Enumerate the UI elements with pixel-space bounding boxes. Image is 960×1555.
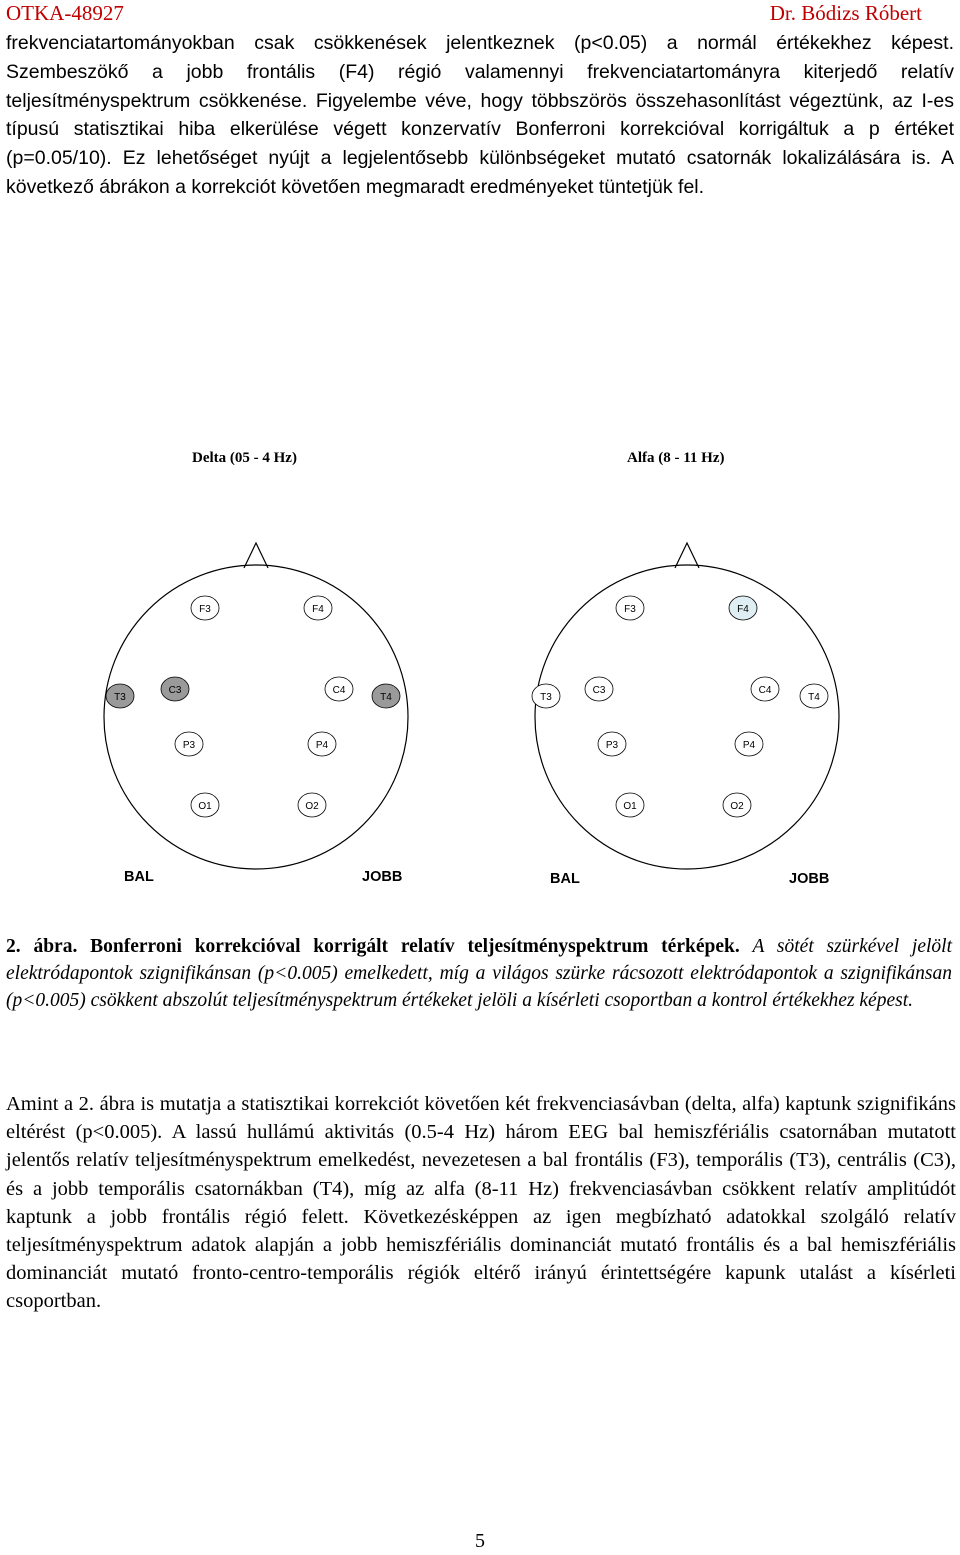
- electrode-o1: [191, 793, 219, 817]
- electrode-p4: [735, 732, 763, 756]
- electrode-label: F3: [199, 604, 211, 615]
- electrode-c3: [585, 677, 613, 701]
- electrode-label: O1: [198, 801, 212, 812]
- electrode-label: P3: [182, 740, 196, 751]
- electrode-label: O2: [305, 801, 319, 812]
- electrode-label: O2: [730, 801, 744, 812]
- electrode-f4: [729, 596, 757, 620]
- body-paragraph: Amint a 2. ábra is mutatja a statisztikai korrekciót követően két frekvenciasávban (delta, alfa) kaptunk szignifikáns eltérést (p<0.005). A lassú hullámú aktivitás (0.5-4 Hz) három EEG bal hemiszfériális csatornában mutatott jelentős relatív teljesítményspektrum emelkedést, nevezetesen a bal frontális (F3), temporális (T3), centrális (C3), és a jobb temporális csatornákban (T4), míg az alfa (8-11 Hz) frekvenciasávban csökkent relatív amplitúdót kaptunk a jobb frontális régió felett. Következésképpen az igen megbízható adatokkal szolgáló relatív teljesítményspektrum adatok alapján a jobb hemiszfériális dominanciát mutató frontális és a bal hemiszfériális dominanciát mutató fronto-centro-temporális régiók eltérő irányú érintettségére kapunk utalást a kísérleti csoportban.: [6, 1093, 956, 1313]
- electrode-label: C4: [332, 685, 346, 696]
- electrode-label: O1: [623, 801, 637, 812]
- eeg-maps-svg: [0, 430, 960, 900]
- electrode-label: P4: [742, 740, 756, 751]
- electrode-p4: [308, 732, 336, 756]
- electrode-t4: [800, 684, 828, 708]
- caption-text: A sötét szürkével jelölt elektródapontok szignifikánsan (p<0.005) emelkedett, míg a világos szürke rácsozott elektródapontok a szignifikánsan (p<0.005) csökkent abszolút teljesítményspektrum értékeket jelöli a kísérleti csoportban a kontrol értékekhez képest.: [6, 936, 953, 1011]
- electrode-label: P3: [605, 740, 619, 751]
- eeg-figure: [0, 430, 960, 900]
- electrode-label: T4: [380, 692, 392, 703]
- author-name: Dr. Bódizs Róbert: [769, 1, 922, 25]
- head-map-1: [532, 543, 839, 869]
- map-title-delta: Delta (05 - 4 Hz): [192, 450, 297, 466]
- project-code: OTKA-48927: [6, 1, 124, 25]
- electrode-o2: [298, 793, 326, 817]
- alfa-right-label: JOBB: [789, 871, 830, 887]
- head-map-0: [104, 543, 408, 869]
- electrode-c4: [751, 677, 779, 701]
- electrode-label: T3: [540, 692, 552, 703]
- electrode-o1: [616, 793, 644, 817]
- nose-shape: [244, 543, 268, 568]
- delta-left-label: BAL: [124, 869, 154, 885]
- electrode-t3: [532, 684, 560, 708]
- head-outline: [535, 565, 839, 869]
- nose-shape: [675, 543, 699, 568]
- electrode-t4: [372, 684, 400, 708]
- caption-title: Bonferroni korrekcióval korrigált relatív teljesítményspektrum térképek.: [90, 936, 740, 957]
- electrode-c4: [325, 677, 353, 701]
- electrode-label: P4: [315, 740, 329, 751]
- figure-caption: [6, 933, 952, 1014]
- electrode-c3: [161, 677, 189, 701]
- electrode-label: C3: [592, 685, 606, 696]
- electrode-p3: [175, 732, 203, 756]
- alfa-left-label: BAL: [550, 871, 580, 887]
- electrode-label: F3: [624, 604, 636, 615]
- electrode-label: F4: [312, 604, 324, 615]
- electrode-label: C3: [168, 685, 182, 696]
- electrode-label: C4: [758, 685, 772, 696]
- electrode-p3: [598, 732, 626, 756]
- electrode-t3: [106, 684, 134, 708]
- electrode-f4: [304, 596, 332, 620]
- electrode-o2: [723, 793, 751, 817]
- map-title-alfa: Alfa (8 - 11 Hz): [627, 450, 725, 466]
- page-number: 5: [475, 1530, 485, 1552]
- head-outline: [104, 565, 408, 869]
- page-header: [6, 0, 922, 30]
- intro-paragraph: frekvenciatartományokban csak csökkenések jelentkeznek (p<0.05) a normál értékekhez képest. Szembeszökő a jobb frontális (F4) régió valamennyi frekvenciatartományra kiterjedő relatív teljesítményspektrum csökkenése. Figyelembe véve, hogy többszörös összehasonlítást végeztünk, az I-es típusú statisztikai hiba elkerülése végett konzervatív Bonferroni korrekcióval korrigáltuk a p értéket (p=0.05/10). Ez lehetőséget nyújt a legjelentősebb különbségeket mutató csatornák lokalizálására is. A következő ábrákon a korrekciót követően megmaradt eredményeket tüntetjük fel.: [6, 32, 954, 198]
- caption-number: 2. ábra.: [6, 936, 78, 957]
- delta-right-label: JOBB: [362, 869, 403, 885]
- electrode-label: T3: [114, 692, 126, 703]
- electrode-f3: [616, 596, 644, 620]
- electrode-f3: [191, 596, 219, 620]
- electrode-label: T4: [808, 692, 820, 703]
- electrode-label: F4: [737, 604, 749, 615]
